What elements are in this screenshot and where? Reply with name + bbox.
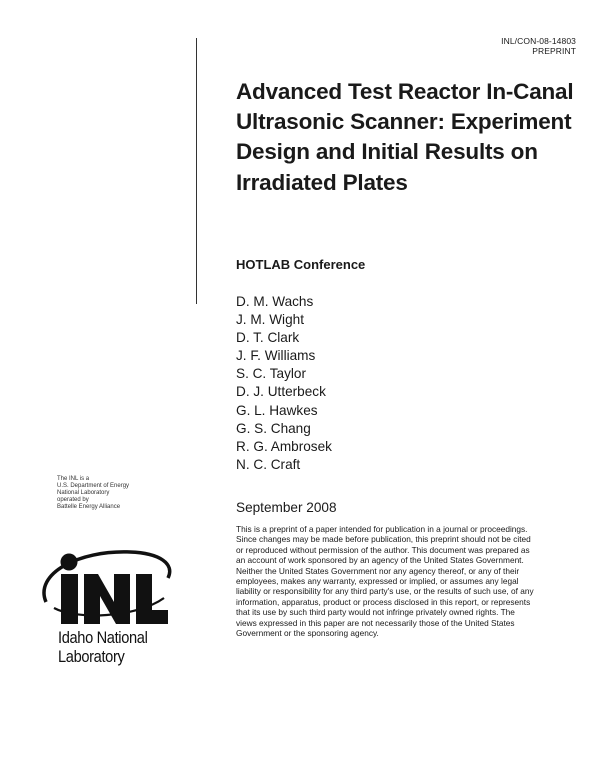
- author: R. G. Ambrosek: [236, 438, 332, 454]
- publication-date: September 2008: [236, 500, 337, 515]
- inl-note-line: Battelle Energy Alliance: [57, 504, 121, 510]
- author: S. C. Taylor: [236, 366, 307, 382]
- logo-text-line2: Laboratory: [58, 647, 125, 666]
- inl-logo: [40, 540, 180, 680]
- vertical-divider: [196, 38, 197, 304]
- inl-operator-note: [57, 476, 157, 511]
- author: G. L. Hawkes: [236, 402, 318, 418]
- author-list: [236, 293, 332, 474]
- author: N. C. Craft: [236, 456, 301, 472]
- report-type: PREPRINT: [532, 46, 576, 56]
- author: D. T. Clark: [236, 330, 300, 346]
- inl-note-line: National Laboratory: [57, 490, 110, 496]
- inl-logo-mark-icon: [40, 540, 180, 630]
- disclaimer-text: This is a preprint of a paper intended for publication in a journal or proceedings. Since changes may be made before publication, this preprint should not be cited or reproduced without permission of the author. This document was prepared as an account of work sponsored by an agency of the United States Government. Neither the United States Government nor any agency thereof, or any of their employees, makes any warranty, expressed or implied, or assumes any legal liability or responsibility for any third party's use, or the results of such use, of any information, apparatus, product or process disclosed in this report, or represents that its use by such third party would not infringe privately owned rights. The views expressed in this paper are not necessarily those of the United States Government or the sponsoring agency.: [236, 524, 534, 639]
- inl-note-line: The INL is a: [57, 476, 90, 482]
- author: J. F. Williams: [236, 348, 316, 364]
- logo-text-line1: Idaho National: [58, 628, 148, 647]
- author: J. M. Wight: [236, 312, 304, 328]
- author: G. S. Chang: [236, 420, 311, 436]
- conference-name: HOTLAB Conference: [236, 257, 366, 272]
- report-number: INL/CON-08-14803: [501, 36, 576, 46]
- inl-note-line: operated by: [57, 497, 89, 503]
- author: D. M. Wachs: [236, 294, 314, 309]
- author: D. J. Utterbeck: [236, 384, 326, 400]
- report-identifier: [501, 36, 576, 56]
- inl-note-line: U.S. Department of Energy: [57, 483, 130, 489]
- document-title: Advanced Test Reactor In-Canal Ultrasonic Scanner: Experiment Design and Initial Results on Irradiated Plates: [236, 79, 574, 195]
